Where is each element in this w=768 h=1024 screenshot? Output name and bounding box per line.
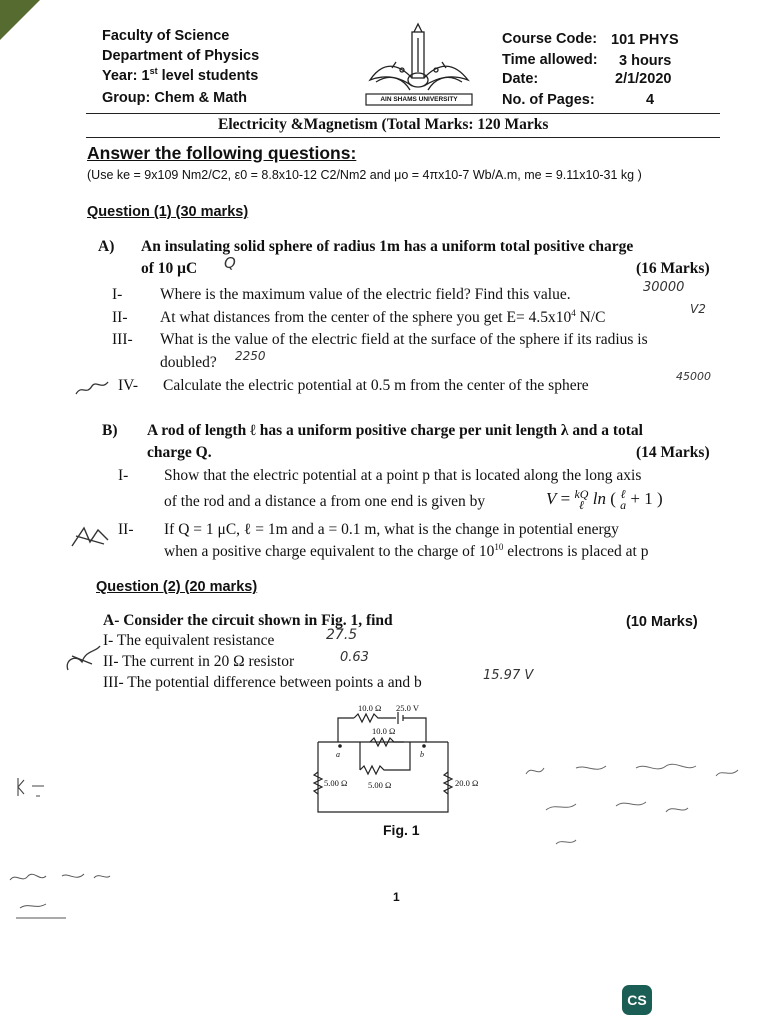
- exam-title: Electricity &Magnetism (Total Marks: 120 Marks: [218, 116, 549, 133]
- q1-part-b-text-1: A rod of length ℓ has a uniform positive charge per unit length λ and a total: [147, 422, 643, 439]
- header-rule-bottom: [86, 137, 720, 138]
- question-2-heading: Question (2) (20 marks): [96, 579, 258, 595]
- handwritten-answer-current: 0.63: [340, 650, 369, 665]
- corner-mark: [0, 0, 40, 40]
- q1-a-item-3-num: III-: [112, 331, 133, 348]
- q1-part-b-marks: (14 Marks): [636, 444, 710, 461]
- circuit-label-r-right: 20.0 Ω: [455, 778, 479, 788]
- q2-item-1: I- The equivalent resistance: [103, 632, 275, 649]
- q2-item-3: III- The potential difference between points a and b: [103, 674, 422, 691]
- q1-b-item-1-text-1: Show that the electric potential at a point p that is located along the long axis: [164, 467, 642, 484]
- q1-a-item-4-text: Calculate the electric potential at 0.5 m from the center of the sphere: [163, 377, 589, 394]
- circuit-label-emf: 25.0 V: [396, 703, 419, 713]
- q1-a-item-4-num: IV-: [118, 377, 139, 394]
- q2-part-a-marks: (10 Marks): [626, 614, 698, 630]
- q1-a-item-2-text: At what distances from the center of the sphere you get $E= 4.5x10^4$ N/C: [160, 307, 606, 326]
- handwritten-margin-mark-2: [6, 866, 116, 931]
- scanner-badge: CS: [622, 985, 652, 1015]
- q1-part-b-label: B): [102, 422, 118, 439]
- page-number: 1: [393, 890, 400, 904]
- handwritten-scribble-3: [62, 642, 104, 681]
- circuit-label-r-top: 10.0 Ω: [358, 703, 382, 713]
- pages-label: No. of Pages:: [502, 92, 595, 108]
- handwritten-margin-mark-3: [516, 754, 756, 859]
- handwritten-answer-3: 2250: [235, 349, 266, 363]
- q1-a-item-2-num: II-: [112, 309, 128, 326]
- department-label: Department of Physics: [102, 48, 260, 64]
- header-rule-top: [86, 113, 720, 114]
- logo-caption: AIN SHAMS UNIVERSITY: [380, 96, 458, 103]
- q1-b-item-1-num: I-: [118, 467, 129, 484]
- q2-item-2: II- The current in 20 Ω resistor: [103, 653, 295, 670]
- handwritten-answer-vab: 15.97 V: [483, 668, 534, 683]
- group-label: Group: Chem & Math: [102, 90, 247, 106]
- handwritten-margin-mark-1: [16, 774, 56, 809]
- university-logo: [362, 22, 476, 108]
- year-label: Year: 1st level students: [102, 66, 259, 84]
- q1-part-a-text-2: of 10 μC: [141, 260, 198, 277]
- q1-b-item-2-text-1: If Q = 1 μC, ℓ = 1m and a = 0.1 m, what is the change in potential energy: [164, 521, 619, 538]
- handwritten-answer-1: 30000: [643, 280, 685, 295]
- time-allowed-label: Time allowed:: [502, 52, 598, 68]
- q1-part-a-label: A): [98, 238, 115, 255]
- course-code-label: Course Code:: [502, 31, 598, 47]
- faculty-label: Faculty of Science: [102, 28, 230, 44]
- q2-part-a-text: A- Consider the circuit shown in Fig. 1, find: [103, 612, 393, 629]
- q1-b-item-1-text-2: of the rod and a distance a from one end is given by: [164, 493, 486, 510]
- q1-part-a-marks: (16 Marks): [636, 260, 710, 277]
- handwritten-answer-2: V2: [690, 302, 706, 316]
- q1-a-item-1-text: Where is the maximum value of the electric field? Find this value.: [160, 286, 571, 303]
- circuit-label-r-left: 5.00 Ω: [324, 778, 348, 788]
- q1-b-item-2-text-2: when a positive charge equivalent to the charge of $10^{10}$ electrons is placed at p: [164, 541, 649, 560]
- potential-formula: V = kQ ℓ ln ( ℓ a + 1 ): [546, 487, 663, 513]
- q1-part-b-text-2: charge Q.: [147, 444, 212, 461]
- pages-value: 4: [646, 92, 655, 108]
- circuit-label-r-bottom: 5.00 Ω: [368, 780, 392, 790]
- handwritten-answer-req: 27.5: [326, 627, 358, 643]
- constants-line: (Use ke = 9x109 Nm2/C2, ε0 = 8.8x10-12 C2/Nm2 and μo = 4πx10-7 Wb/A.m, me = 9.11x10-31 kg ): [87, 168, 642, 182]
- handwritten-answer-4: 45000: [676, 370, 711, 383]
- q1-a-item-3-text: What is the value of the electric field at the surface of the sphere if its radius is: [160, 331, 648, 348]
- instructions-heading: Answer the following questions:: [87, 143, 357, 163]
- course-code-value: 101 PHYS: [611, 32, 679, 48]
- circuit-label-r-mid: 10.0 Ω: [372, 726, 396, 736]
- q1-a-item-1-num: I-: [112, 286, 123, 303]
- figure-caption: Fig. 1: [383, 822, 420, 838]
- circuit-point-a: a: [336, 750, 340, 759]
- handwritten-scribble-2: [68, 522, 118, 557]
- circuit-diagram: [300, 700, 500, 820]
- time-allowed-value: 3 hours: [619, 53, 672, 69]
- date-value: 2/1/2020: [615, 71, 672, 87]
- q1-b-item-2-num: II-: [118, 521, 134, 538]
- handwritten-scribble-1: [74, 376, 114, 405]
- q1-part-a-text-1: An insulating solid sphere of radius 1m has a uniform total positive charge: [141, 238, 634, 255]
- question-1-heading: Question (1) (30 marks): [87, 204, 249, 220]
- q1-a-item-3-text-cont: doubled?: [160, 354, 217, 371]
- circuit-point-b: b: [420, 750, 424, 759]
- date-label: Date:: [502, 71, 539, 87]
- handwritten-note-q: Q: [224, 254, 236, 272]
